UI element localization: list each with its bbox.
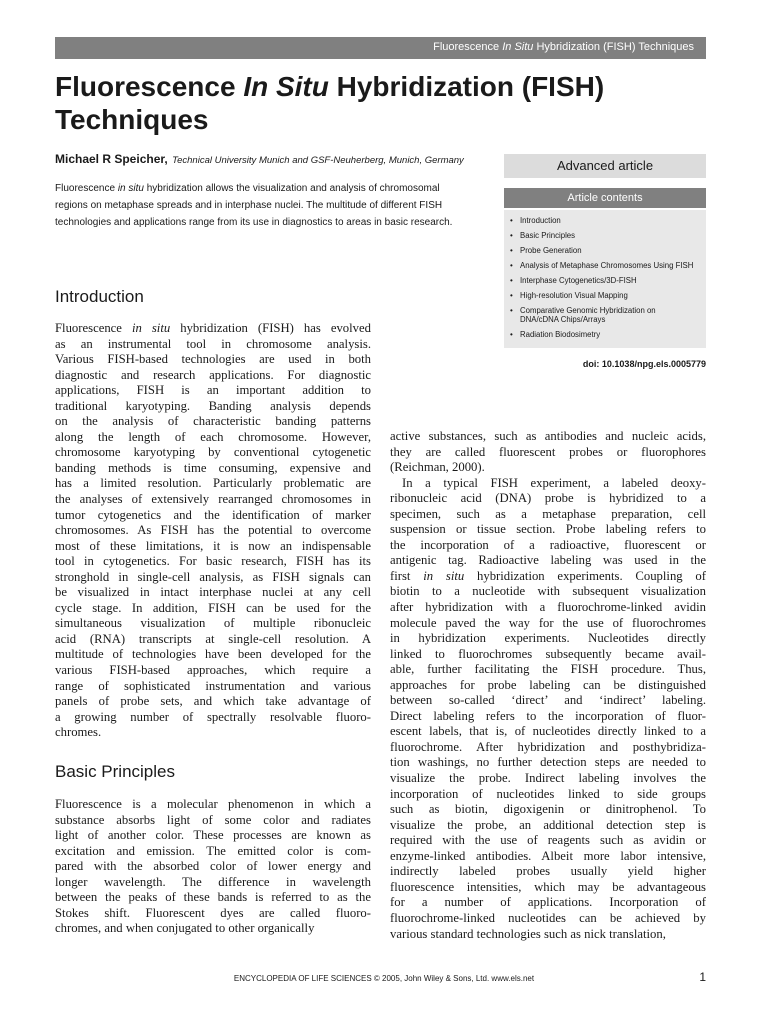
basic-principles-body bbox=[55, 797, 371, 937]
introduction-line: applications, FISH is an important addition to bbox=[55, 383, 371, 398]
abstract-line: regions on metaphase spreads and in interphase nuclei. The multitude of different FISH bbox=[55, 200, 443, 211]
introduction-line: chromosome karyotyping by conventional cytogenetic bbox=[55, 445, 371, 460]
right-column-line: able, further facilitating the FISH procedure. Thus, bbox=[390, 662, 706, 677]
basic-principles-line: pared with the absorbed color of lower energy and bbox=[55, 859, 371, 874]
article-title bbox=[55, 70, 695, 136]
right-column-line: specimen, such as a metaphase preparation, cell bbox=[390, 506, 706, 521]
introduction-line: stronghold in single-cell analysis, as FISH signals can bbox=[55, 569, 371, 584]
paragraph bbox=[390, 429, 706, 476]
introduction-line: cycle stage. In addition, FISH can be used for the bbox=[55, 600, 371, 615]
right-column-line: between so-called ‘direct’ and ‘indirect’ labeling. bbox=[390, 693, 706, 708]
right-column-line: such as biotin, digoxigenin or dinitrophenol. To bbox=[390, 802, 706, 817]
basic-principles-line: longer wavelength. The difference in wavelength bbox=[55, 874, 371, 889]
right-column-line: escent labels, that is, of nucleotides directly linked to a bbox=[390, 724, 706, 739]
basic-principles-line: light of another color. These processes are known as bbox=[55, 828, 371, 843]
right-column-line: ribonucleic acid (DNA) probe is hybridized to a bbox=[390, 491, 706, 506]
introduction-line: on the analysis of characteristic banding patterns bbox=[55, 414, 371, 429]
right-column-line: visualize the probe. Indirect labeling involves the bbox=[390, 771, 706, 786]
right-column-line: after hybridization with a fluorochrome-linked avidin bbox=[390, 600, 706, 615]
right-column-body bbox=[390, 429, 706, 942]
contents-list bbox=[504, 210, 706, 339]
contents-item[interactable]: • Radiation Biodosimetry bbox=[508, 330, 706, 339]
paragraph bbox=[390, 476, 706, 942]
introduction-line: be visualized in intact interphase nuclei at any cell bbox=[55, 585, 371, 600]
right-column-line: approaches for probe labeling can be distinguished bbox=[390, 677, 706, 692]
introduction-line: tool in cytogenetics. For basic research, FISH has its bbox=[55, 554, 371, 569]
contents-item[interactable]: • Interphase Cytogenetics/3D-FISH bbox=[508, 276, 706, 285]
introduction-line: a growing number of spectrally resolvable fluoro- bbox=[55, 709, 371, 724]
basic-principles-line: Fluorescence is a molecular phenomenon in which a bbox=[55, 797, 371, 811]
right-column-line: enzyme-linked antibodies. Albeit more labor intensive, bbox=[390, 848, 706, 863]
contents-item[interactable]: • Introduction bbox=[508, 216, 706, 225]
running-header-bar bbox=[55, 37, 706, 59]
footer-copyright: ENCYCLOPEDIA OF LIFE SCIENCES © 2005, John Wiley & Sons, Ltd. www.els.net bbox=[233, 974, 535, 983]
right-column-line: fluorochrome-linked nucleotides can be achieved by bbox=[390, 910, 706, 925]
introduction-line: simultaneous visualization of multiple ribonucleic bbox=[55, 616, 371, 631]
basic-principles-line: substance absorbs light of some color and radiates bbox=[55, 812, 371, 827]
introduction-line: banding methods is time consuming, expensive and bbox=[55, 460, 371, 475]
right-column-line: In a typical FISH experiment, a labeled deoxy- bbox=[402, 475, 706, 490]
basic-principles-line: Stokes shift. Fluorescent dyes are called fluoro- bbox=[55, 905, 371, 920]
abstract bbox=[55, 180, 495, 231]
introduction-line: diagnostic and research applications. For diagnostic bbox=[55, 367, 371, 382]
introduction-line: traditional karyotyping. Banding analysis depends bbox=[55, 398, 371, 413]
introduction-line: Fluorescence in situ hybridization (FISH) has evolved bbox=[55, 321, 371, 335]
right-column-line: linked to fluorochromes subsequently became avail- bbox=[390, 646, 706, 661]
right-column-line: (Reichman, 2000). bbox=[390, 460, 485, 475]
right-column-line: in hybridization experiments. Nucleotides directly bbox=[390, 631, 706, 646]
right-column-line: antigenic tag. Radioactive labeling was used in the bbox=[390, 553, 706, 568]
contents-box bbox=[504, 210, 706, 348]
right-column-line: fluorescence intensities, which may be advantageous bbox=[390, 879, 706, 894]
right-column-line: first in situ hybridization experiments. Coupling of bbox=[390, 568, 706, 583]
introduction-body bbox=[55, 321, 371, 741]
introduction-line: the analyses of extensively rearranged chromosomes in bbox=[55, 492, 371, 507]
right-column-line: incorporation of nucleotides linked to side groups bbox=[390, 786, 706, 801]
introduction-line: range of sophisticated instrumentation and various bbox=[55, 678, 371, 693]
page-number: 1 bbox=[699, 970, 706, 984]
basic-principles-line: between the peaks of these bands is referred to as the bbox=[55, 890, 371, 905]
right-column-line: required with the use of reagents such as avidin or bbox=[390, 833, 706, 848]
title-line-2: Techniques bbox=[55, 104, 209, 135]
introduction-line: chromes. bbox=[55, 725, 102, 740]
introduction-line: most of these limitations, it is now an indispensable bbox=[55, 538, 371, 553]
contents-item[interactable]: • Probe Generation bbox=[508, 246, 706, 255]
right-column-line: molecule paved the way for the use of fluorochromes bbox=[390, 615, 706, 630]
abstract-line: technologies and applications range from its use in diagnostics to areas in basic research. bbox=[55, 217, 453, 228]
introduction-line: has a limited resolution. Particularly problematic are bbox=[55, 476, 371, 491]
introduction-line: acid (RNA) transcripts at single-cell resolution. A bbox=[55, 631, 371, 646]
title-line-1: Fluorescence In Situ Hybridization (FISH) bbox=[55, 71, 605, 102]
introduction-line: various FISH-based approaches, which require a bbox=[55, 663, 371, 678]
introduction-line: along the length of each chromosome. However, bbox=[55, 429, 371, 444]
contents-item[interactable]: • High-resolution Visual Mapping bbox=[508, 291, 706, 300]
introduction-heading: Introduction bbox=[55, 287, 144, 306]
basic-principles-line: excitation and emission. The emitted color is com- bbox=[55, 843, 371, 858]
right-column-line: suspension or tissue section. Probe labeling refers to bbox=[390, 522, 706, 537]
author-affiliation: Technical University Munich and GSF-Neuherberg, Munich, Germany bbox=[172, 155, 464, 166]
author-line bbox=[55, 150, 505, 168]
right-column-line: visualize the probe, an additional detection step is bbox=[390, 817, 706, 832]
right-column-line: active substances, such as antibodies and nucleic acids, bbox=[390, 429, 706, 443]
right-column-line: the incorporation of a radioactive, fluorescent or bbox=[390, 537, 706, 552]
article-type-box: Advanced article bbox=[504, 154, 706, 178]
right-column-line: various standard technologies such as nick translation, bbox=[390, 926, 666, 941]
right-column-line: tion washings, no further detection steps are needed to bbox=[390, 755, 706, 770]
running-header-title: Fluorescence In Situ Hybridization (FISH) Techniques bbox=[433, 41, 694, 53]
basic-principles-heading: Basic Principles bbox=[55, 762, 175, 781]
introduction-line: chromosomes. As FISH has the potential to overcome bbox=[55, 523, 371, 538]
contents-item[interactable]: • Comparative Genomic Hybridization on DNA/cDNA Chips/Arrays bbox=[508, 306, 706, 324]
basic-principles-line: chromes, and when conjugated to other organically bbox=[55, 921, 315, 936]
right-column-line: for a number of applications. Incorporation of bbox=[390, 895, 706, 910]
right-column-line: fluorochrome. After hybridization and posthybridiza- bbox=[390, 739, 706, 754]
author-name: Michael R Speicher, bbox=[55, 152, 168, 166]
introduction-line: multitude of technologies have been developed for the bbox=[55, 647, 371, 662]
introduction-line: Various FISH-based technologies are used in both bbox=[55, 352, 371, 367]
abstract-line: Fluorescence in situ hybridization allows the visualization and analysis of chromosomal bbox=[55, 183, 440, 194]
doi: doi: 10.1038/npg.els.0005779 bbox=[582, 359, 706, 369]
right-column-line: Direct labeling refers to the incorporation of fluor- bbox=[390, 708, 706, 723]
introduction-line: as an instrumental tool in chromosome analysis. bbox=[55, 336, 371, 351]
introduction-line: tumor cytogenetics and the identification of marker bbox=[55, 507, 371, 522]
right-column-line: biotin to a nucleotide with subsequent visualization bbox=[390, 584, 706, 599]
introduction-line: panels of probe sets, and which take advantage of bbox=[55, 694, 371, 709]
contents-item[interactable]: • Basic Principles bbox=[508, 231, 706, 240]
contents-box-title: Article contents bbox=[504, 188, 706, 208]
right-column-line: they are called fluorescent probes or fluorophores bbox=[390, 444, 706, 459]
right-column-line: indirectly labeled probes usually yield higher bbox=[390, 864, 706, 879]
contents-item[interactable]: • Analysis of Metaphase Chromosomes Using FISH bbox=[508, 261, 706, 270]
